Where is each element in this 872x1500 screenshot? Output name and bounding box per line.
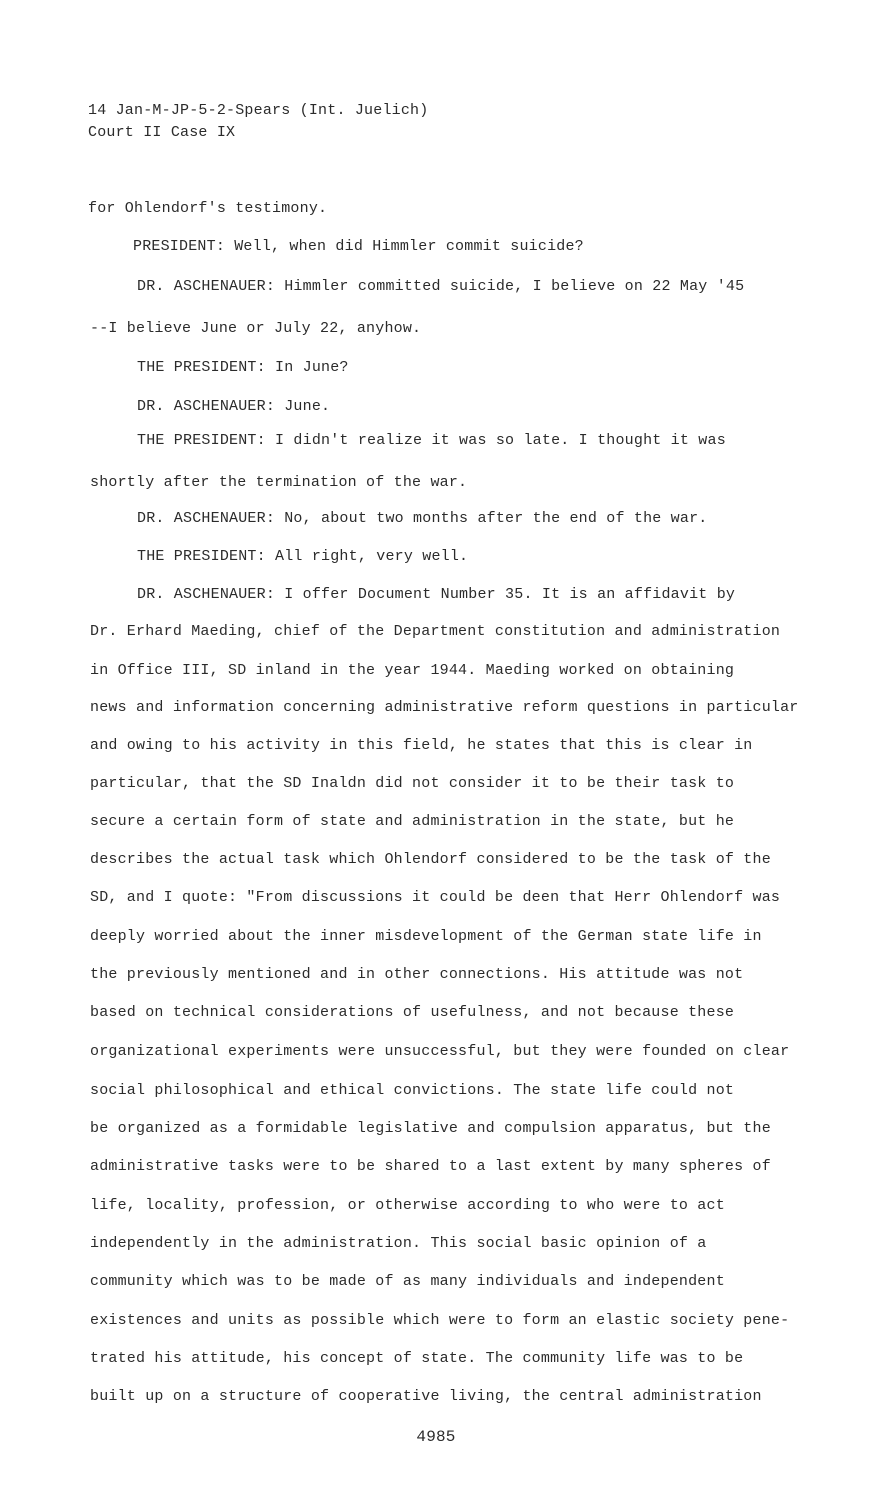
body-line: Dr. Erhard Maeding, chief of the Department constitution and administration <box>90 623 781 640</box>
body-line: independently in the administration. This social basic opinion of a <box>90 1235 707 1252</box>
body-line: DR. ASCHENAUER: June. <box>137 398 331 415</box>
body-line: particular, that the SD Inaldn did not consider it to be their task to <box>90 775 735 792</box>
body-line: DR. ASCHENAUER: Himmler committed suicide, I believe on 22 May '45 <box>137 278 745 295</box>
body-line: administrative tasks were to be shared to a last extent by many spheres of <box>90 1158 771 1175</box>
body-line: community which was to be made of as many individuals and independent <box>90 1273 725 1290</box>
header-line-1: 14 Jan-M-JP-5-2-Spears (Int. Juelich) <box>88 102 429 119</box>
body-line: THE PRESIDENT: In June? <box>137 359 349 376</box>
body-line: existences and units as possible which were to form an elastic society pene- <box>90 1312 790 1329</box>
body-line: life, locality, profession, or otherwise according to who were to act <box>90 1197 725 1214</box>
header-line-2: Court II Case IX <box>88 124 236 141</box>
body-line: --I believe June or July 22, anyhow. <box>90 320 422 337</box>
body-line: describes the actual task which Ohlendorf considered to be the task of the <box>90 851 771 868</box>
body-line: DR. ASCHENAUER: I offer Document Number 35. It is an affidavit by <box>137 586 736 603</box>
body-line: built up on a structure of cooperative living, the central administration <box>90 1388 762 1405</box>
body-line: THE PRESIDENT: I didn't realize it was so late. I thought it was <box>137 432 726 449</box>
body-line: and owing to his activity in this field, he states that this is clear in <box>90 737 753 754</box>
body-line: for Ohlendorf's testimony. <box>88 200 328 217</box>
body-line: DR. ASCHENAUER: No, about two months after the end of the war. <box>137 510 708 527</box>
body-line: PRESIDENT: Well, when did Himmler commit suicide? <box>133 238 584 255</box>
body-line: be organized as a formidable legislative and compulsion apparatus, but the <box>90 1120 771 1137</box>
body-line: organizational experiments were unsuccessful, but they were founded on clear <box>90 1043 790 1060</box>
body-line: trated his attitude, his concept of state. The community life was to be <box>90 1350 744 1367</box>
body-line: social philosophical and ethical convictions. The state life could not <box>90 1082 735 1099</box>
body-line: based on technical considerations of usefulness, and not because these <box>90 1004 735 1021</box>
body-line: THE PRESIDENT: All right, very well. <box>137 548 469 565</box>
body-line: secure a certain form of state and administration in the state, but he <box>90 813 735 830</box>
body-line: news and information concerning administrative reform questions in particular <box>90 699 799 716</box>
body-line: in Office III, SD inland in the year 1944. Maeding worked on obtaining <box>90 662 735 679</box>
body-line: the previously mentioned and in other connections. His attitude was not <box>90 966 744 983</box>
body-line: SD, and I quote: "From discussions it could be deen that Herr Ohlendorf was <box>90 889 781 906</box>
body-line: shortly after the termination of the war. <box>90 474 468 491</box>
page-number: 4985 <box>416 1428 456 1446</box>
body-line: deeply worried about the inner misdevelopment of the German state life in <box>90 928 762 945</box>
